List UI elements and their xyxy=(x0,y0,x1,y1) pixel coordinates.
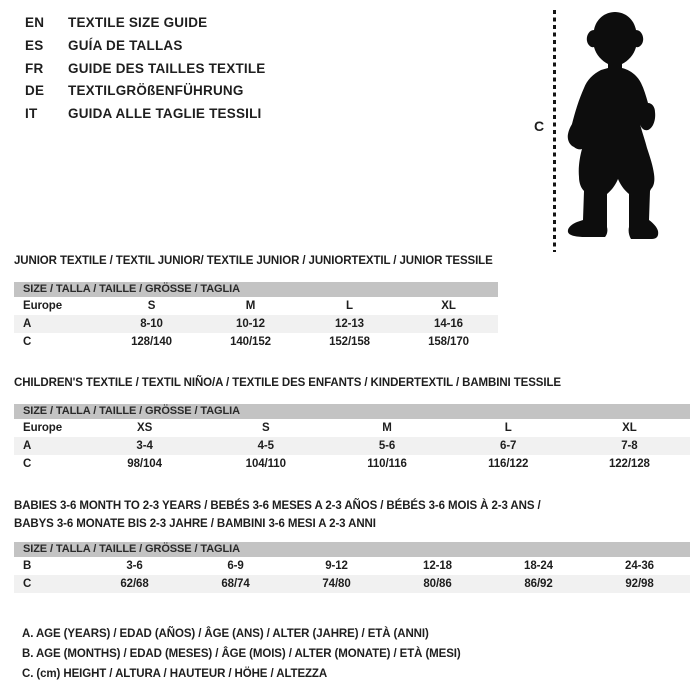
toddler-figure xyxy=(520,0,700,260)
row-label: C xyxy=(23,458,32,470)
table-title xyxy=(14,252,498,270)
language-code: EN xyxy=(25,15,45,30)
size-value: 74/80 xyxy=(322,578,351,590)
size-value: 14-16 xyxy=(434,318,463,330)
language-item xyxy=(25,58,266,81)
size-value: 116/122 xyxy=(488,458,529,470)
height-measure-label: C xyxy=(534,118,545,134)
row-label: Europe xyxy=(23,300,63,312)
size-value: 110/116 xyxy=(367,458,407,470)
size-value: 80/86 xyxy=(423,578,452,590)
language-text: GUIDE DES TAILLES TEXTILE xyxy=(68,60,266,76)
language-item xyxy=(25,12,266,35)
size-value: 8-10 xyxy=(140,318,163,330)
language-text: TEXTILGRÖßENFÜHRUNG xyxy=(68,83,244,99)
language-list xyxy=(25,12,266,126)
size-table xyxy=(14,374,690,473)
size-header-bar: SIZE / TALLA / TAILLE / GRÖSSE / TAGLIA xyxy=(14,282,498,297)
size-value: 5-6 xyxy=(378,440,396,452)
table-title-line: BABIES 3-6 MONTH TO 2-3 YEARS / BEBÉS 3-6 MESES A 2-3 AÑOS / BÉBÉS 3-6 MOIS À 2-3 ANS / xyxy=(14,500,541,512)
language-code: IT xyxy=(25,106,38,122)
row-label: C xyxy=(23,578,32,590)
footnote-line: B. AGE (MONTHS) / EDAD (MESES) / ÂGE (MOIS) / ALTER (MONATE) / ETÀ (MESI) xyxy=(22,648,461,660)
language-text: GUÍA DE TALLAS xyxy=(68,37,183,53)
size-value: XL xyxy=(622,422,637,434)
table-title xyxy=(14,374,690,392)
size-value: L xyxy=(504,422,512,434)
table-row xyxy=(14,419,690,437)
row-label: Europe xyxy=(23,422,63,434)
language-item xyxy=(25,103,266,126)
table-title-line: JUNIOR TEXTILE / TEXTIL JUNIOR/ TEXTILE JUNIOR / JUNIORTEXTIL / JUNIOR TESSILE xyxy=(14,255,493,267)
footnote-line: A. AGE (YEARS) / EDAD (AÑOS) / ÂGE (ANS) / ALTER (JAHRE) / ETÀ (ANNI) xyxy=(22,628,429,640)
size-value: 24-36 xyxy=(625,560,654,572)
table-row xyxy=(14,315,498,333)
size-value: 3-6 xyxy=(126,560,143,572)
row-label: A xyxy=(23,318,32,330)
size-value: M xyxy=(382,422,392,434)
height-dashed-line xyxy=(553,10,556,252)
size-table xyxy=(14,252,498,351)
size-value: 92/98 xyxy=(625,578,654,590)
size-value: S xyxy=(147,300,156,312)
language-code: FR xyxy=(25,60,44,76)
size-value: 68/74 xyxy=(221,578,250,590)
table-row xyxy=(14,437,690,455)
table-row xyxy=(14,575,690,593)
size-value: 86/92 xyxy=(524,578,553,590)
size-value: 140/152 xyxy=(230,336,271,348)
size-value: XL xyxy=(441,300,456,312)
row-label: A xyxy=(23,440,32,452)
table-title xyxy=(14,497,690,533)
language-item xyxy=(25,35,266,58)
size-value: M xyxy=(245,300,256,312)
size-header-bar: SIZE / TALLA / TAILLE / GRÖSSE / TAGLIA xyxy=(14,404,690,419)
size-value: 12-18 xyxy=(423,560,452,572)
size-value: 12-13 xyxy=(335,318,364,330)
size-value: 98/104 xyxy=(127,458,162,470)
table-row xyxy=(14,333,498,351)
table-title-line: CHILDREN'S TEXTILE / TEXTIL NIÑO/A / TEXTILE DES ENFANTS / KINDERTEXTIL / BAMBINI TESSILE xyxy=(14,377,561,389)
size-value: 122/128 xyxy=(608,458,650,470)
size-value: S xyxy=(262,422,270,434)
toddler-silhouette-icon xyxy=(565,8,665,243)
size-value: 9-12 xyxy=(325,560,348,572)
language-item xyxy=(25,80,266,103)
size-value: 3-4 xyxy=(136,440,153,452)
size-value: 6-7 xyxy=(500,440,517,452)
size-value: 62/68 xyxy=(120,578,149,590)
size-value: L xyxy=(346,300,353,312)
table-row xyxy=(14,557,690,575)
size-value: 6-9 xyxy=(227,560,244,572)
size-table xyxy=(14,497,690,593)
size-header-bar: SIZE / TALLA / TAILLE / GRÖSSE / TAGLIA xyxy=(14,542,690,557)
size-value: XS xyxy=(137,422,153,434)
size-value: 10-12 xyxy=(236,318,265,330)
size-value: 104/110 xyxy=(245,458,286,470)
table-row xyxy=(14,455,690,473)
footnotes xyxy=(22,624,461,684)
row-label: C xyxy=(23,336,32,348)
table-row xyxy=(14,297,498,315)
size-value: 7-8 xyxy=(621,440,638,452)
language-text: GUIDA ALLE TAGLIE TESSILI xyxy=(68,106,262,122)
size-value: 158/170 xyxy=(428,336,469,348)
footnote-line: C. (cm) HEIGHT / ALTURA / HAUTEUR / HÖHE / ALTEZZA xyxy=(22,668,328,680)
size-value: 128/140 xyxy=(131,336,172,348)
table-title-line: BABYS 3-6 MONATE BIS 2-3 JAHRE / BAMBINI 3-6 MESI A 2-3 ANNI xyxy=(14,518,376,530)
language-code: ES xyxy=(25,37,44,53)
size-value: 152/158 xyxy=(329,336,370,348)
size-value: 18-24 xyxy=(524,560,553,572)
language-text: TEXTILE SIZE GUIDE xyxy=(68,15,208,30)
size-value: 4-5 xyxy=(257,440,274,452)
language-code: DE xyxy=(25,83,45,99)
row-label: B xyxy=(23,560,32,572)
